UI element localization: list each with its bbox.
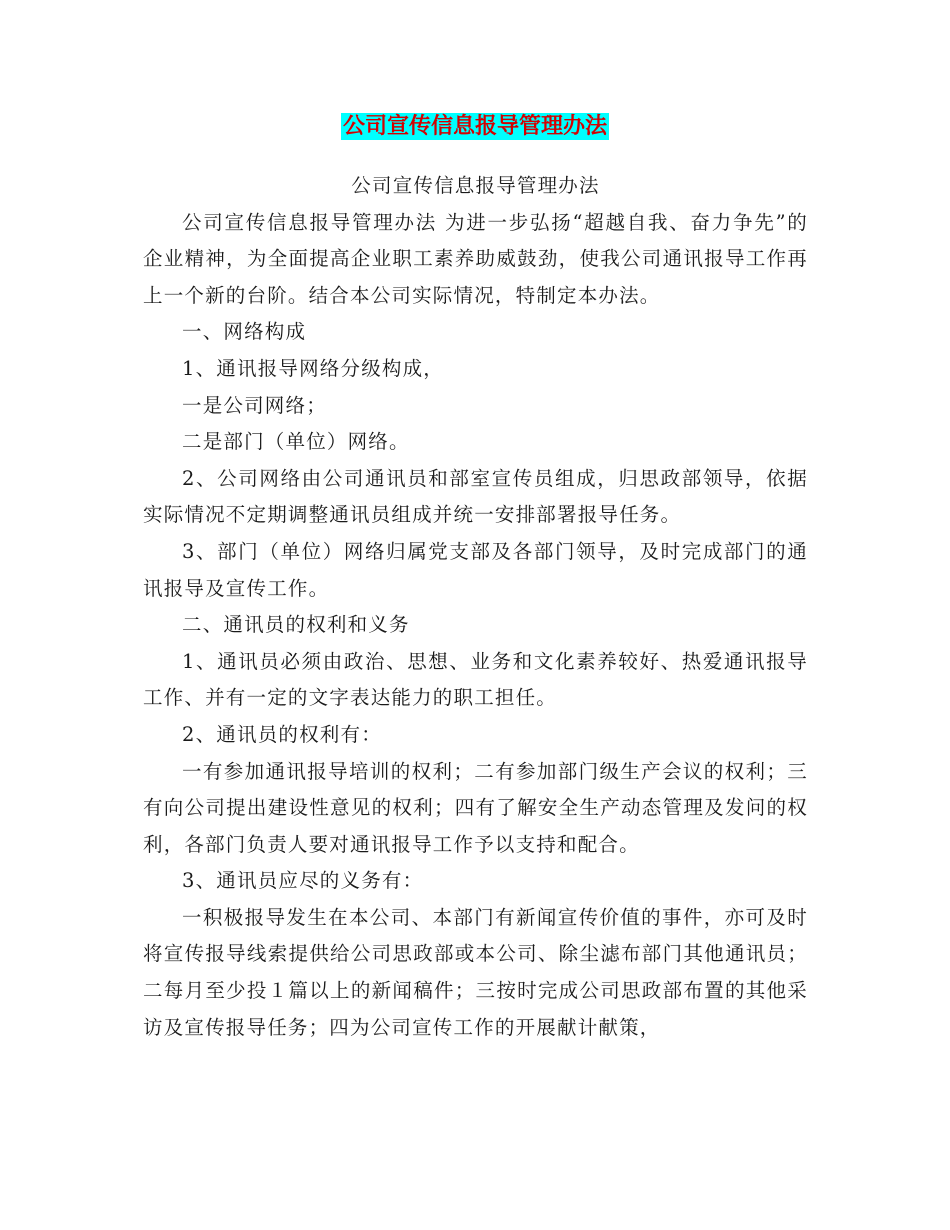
paragraph: 二、通讯员的权利和义务 — [182, 613, 410, 637]
paragraph: 3、通讯员应尽的义务有： — [182, 869, 424, 893]
paragraph: 一是公司网络； — [182, 393, 327, 417]
paragraph: 1、通讯员必须由政治、思想、业务和文化素养较好、热爱通讯报导工作、并有一定的文字表达能力的职工担任。 — [143, 649, 808, 710]
paragraph: 2、通讯员的权利有： — [182, 722, 382, 746]
paragraph: 2、公司网络由公司通讯员和部室宣传员组成，归思政部领导，依据实际情况不定期调整通讯员组成并统一安排部署报导任务。 — [143, 466, 808, 527]
document-subtitle: 公司宣传信息报导管理办法 — [351, 174, 600, 197]
document-title-text: 公司宣传信息报导管理办法 — [342, 114, 607, 139]
paragraph: 1、通讯报导网络分级构成， — [182, 356, 445, 380]
paragraph: 一、网络构成 — [182, 320, 307, 344]
paragraph: 二是部门（单位）网络。 — [182, 430, 410, 454]
document-body — [143, 168, 808, 1046]
paragraph: 公司宣传信息报导管理办法 为进一步弘扬“超越自我、奋力争先”的企业精神，为全面提高企业职工素养助威鼓劲，使我公司通讯报导工作再上一个新的台阶。结合本公司实际情况，特制定本办法。 — [143, 210, 808, 307]
paragraph: 3、部门（单位）网络归属党支部及各部门领导，及时完成部门的通讯报导及宣传工作。 — [143, 539, 808, 600]
document-title — [0, 112, 950, 142]
paragraph: 一有参加通讯报导培训的权利；二有参加部门级生产会议的权利；三有向公司提出建设性意见的权利；四有了解安全生产动态管理及发问的权利，各部门负责人要对通讯报导工作予以支持和配合。 — [143, 759, 808, 856]
paragraph: 一积极报导发生在本公司、本部门有新闻宣传价值的事件，亦可及时将宣传报导线索提供给公司思政部或本公司、除尘滤布部门其他通讯员；二每月至少投１篇以上的新闻稿件；三按时完成公司思政部布置的其他采访及宣传报导任务；四为公司宣传工作的开展献计献策， — [143, 905, 808, 1039]
